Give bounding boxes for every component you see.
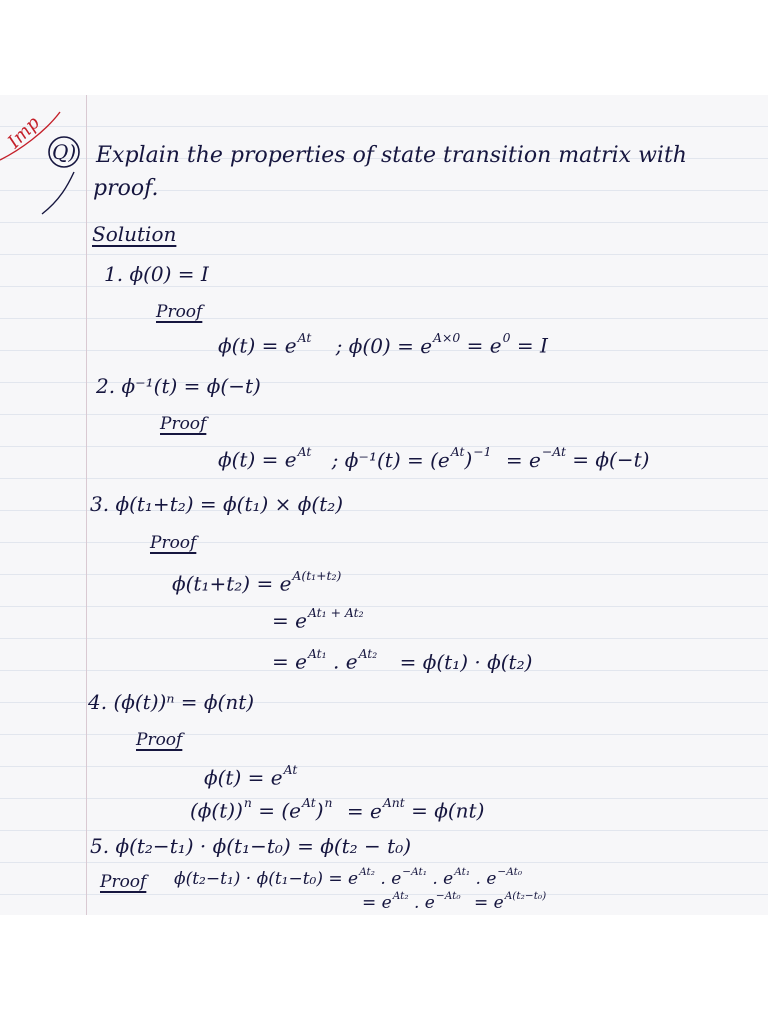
question-text-line1: Explain the properties of state transition matrix with	[96, 143, 687, 168]
property-3-proof-line-1: $\phi(t_1+t_2) = e^{A(t_1+t_2)}$	[172, 568, 342, 596]
property-5-proof-line-1: $\phi(t_2-t_1) \cdot \phi(t_1-t_0) = e^{At_2}$ . $e^{-At_1}$ . $e^{At_1}$ . $e^{-At_0}$	[174, 866, 523, 889]
property-2-proof-line: $\phi(t) = e^{At}$ ; $\phi^{-1}(t) = (e^{At})^{-1} = e^{-At} = \phi(-t)$	[218, 444, 650, 472]
property-2-proof-label: Proof	[160, 414, 207, 434]
property-3-proof-line-3: = $e^{At_1}$ . $e^{At_2} = \phi(t_1) \cdot \phi(t_2)$	[272, 646, 533, 674]
property-5-proof-label: Proof	[100, 872, 147, 892]
property-4-statement: 4. (ϕ(t))ⁿ = ϕ(nt)	[88, 690, 255, 714]
property-4-proof-label: Proof	[136, 730, 183, 750]
solution-heading: Solution	[92, 222, 177, 246]
property-1-proof-label: Proof	[156, 302, 203, 322]
property-3-proof-label: Proof	[150, 533, 197, 553]
property-3-proof-line-2: = $e^{At_1 + At_2}$	[272, 605, 364, 633]
property-4-proof-line-2: $(\phi(t))^n = (e^{At})^n = e^{Ant} = \phi(nt)$	[190, 795, 485, 823]
question-number: Q)	[52, 140, 77, 164]
question-text-line2: proof.	[93, 176, 159, 201]
property-1-proof-line: $\phi(t) = e^{At}$ ; $\phi(0) = e^{A\times 0} = e^0 = I$	[218, 330, 548, 358]
property-1-statement: 1. ϕ(0) = I	[104, 262, 209, 286]
margin-line	[86, 95, 87, 915]
property-4-proof-line-1: $\phi(t) = e^{At}$	[204, 762, 298, 790]
property-5-statement: 5. ϕ(t₂−t₁) · ϕ(t₁−t₀) = ϕ(t₂ − t₀)	[90, 834, 412, 858]
property-2-statement: 2. ϕ⁻¹(t) = ϕ(−t)	[96, 374, 261, 398]
property-3-statement: 3. ϕ(t₁+t₂) = ϕ(t₁) × ϕ(t₂)	[90, 492, 344, 516]
property-5-proof-line-2: = $e^{At_2}$ . $e^{-At_0} = e^{A(t_2-t_0)}$	[362, 890, 547, 913]
margin-note-imp: Imp	[3, 112, 44, 153]
